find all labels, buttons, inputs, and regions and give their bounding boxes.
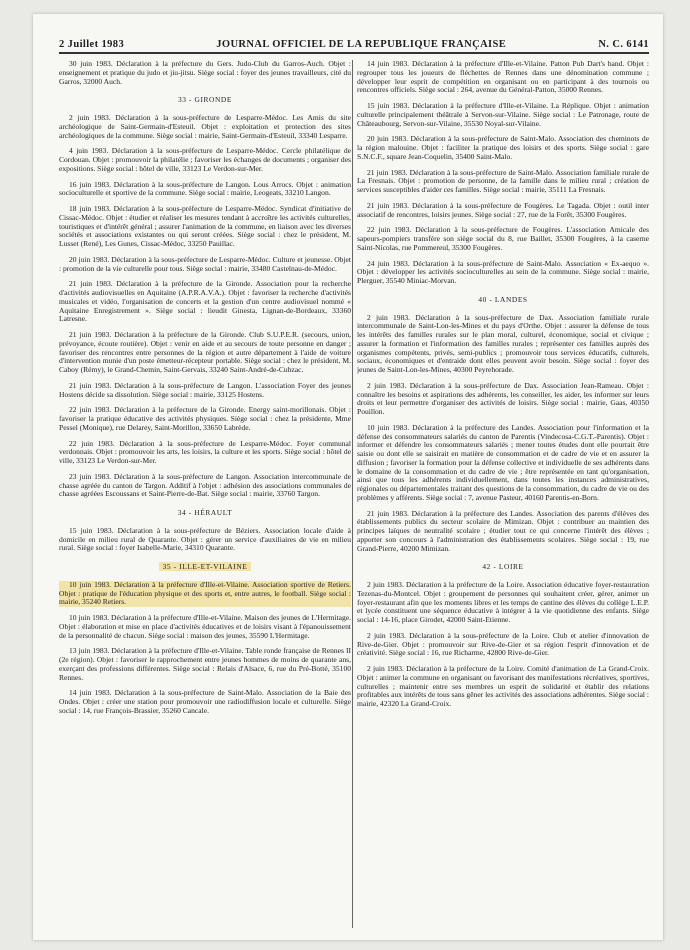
declaration-entry: 10 juin 1983. Déclaration à la préfecture d'Ille-et-Vilaine. Maison des jeunes de L'Hermitage. Objet : élaboration et mise en place d'activités éducatives et de loisirs visant à l'épanouissement de la personnalité de chacun. Siège social : maison des jeunes, 35590 L'Hermitage. (59, 613, 351, 640)
declaration-entry: 21 juin 1983. Déclaration à la sous-préfecture de Langon. L'association Foyer des jeunes Hostens décide sa dissolution. Siège social : mairie, 33125 Hostens. (59, 380, 351, 399)
declaration-entry: 2 juin 1983. Déclaration à la sous-préfecture de Lesparre-Médoc. Les Amis du site archéologique de Saint-Germain-d'Esteuil. Objet : exploitation et protection des sites archéologiques de la commune. Siège social : mairie, Saint-Germain-d'Esteuil, 33340 Lesparre. (59, 113, 351, 140)
declaration-entry: 2 juin 1983. Déclaration à la préfecture de la Loire. Comité d'animation de La Grand-Croix. Objet : animer la commune en organisant ou favorisant des manifestations récréatives, sportives, culturelles ; maintenir entre ses membres un esprit de solidarité et établir des relations profitables aux intérêts de tous sans gêner les activités des associations adhérentes. Siège social : mairie, 42320 La Grand-Croix. (357, 664, 649, 708)
declaration-entry: 30 juin 1983. Déclaration à la préfecture du Gers. Judo-Club du Garros-Auch. Objet : enseignement et pratique du judo et jiu-jitsu. Siège social : foyer des jeunes travailleurs, cité du Garros, 32000 Auch. (59, 60, 351, 86)
department-heading (59, 509, 351, 518)
department-heading (357, 296, 649, 305)
declaration-entry: 22 juin 1983. Déclaration à la sous-préfecture de Fougères. L'association Amicale des sapeurs-pompiers transfère son siège social du 8, rue Baillet, 35300 Fougères, à la caserne Saint-Nicolas, rue Pommereul, 35300 Fougères. (357, 225, 649, 252)
header-page-number: N. C. 6141 (598, 38, 649, 50)
department-heading-label: 35 - ILLE-ET-VILAINE (159, 562, 252, 571)
declaration-entry: 20 juin 1983. Déclaration à la sous-préfecture de Saint-Malo. Association des cheminots de la région malouine. Objet : faciliter la pratique des loisirs et des sports. Siège social : gare S.N.C.F., square Jean-Coquelin, 35400 Saint-Malo. (357, 134, 649, 161)
declaration-entry: 14 juin 1983. Déclaration à la sous-préfecture de Saint-Malo. Association de la Baie des Ondes. Objet : créer une station pour promouvoir une radiodiffusion locale et culturelle. Siège social : 14, rue François-Brassier, 35260 Cancale. (59, 688, 351, 715)
declaration-entry: 2 juin 1983. Déclaration à la préfecture de la Loire. Association éducative foyer-restauration Tezenas-du-Montcel. Objet : groupement de personnes qui souhaitent créer, gérer, animer un foyer-restaurant afin que les moments libres et les temps de cantine des élèves du collège L.E.P. et lycée constituent une séquence éducative à intégrer à la vie quotidienne des enfants. Siège social : 14-16, place Girodet, 42000 Saint-Etienne. (357, 580, 649, 624)
declaration-entry: 18 juin 1983. Déclaration à la sous-préfecture de Lesparre-Médoc. Syndicat d'initiative de Cissac-Médoc. Objet : étudier et réaliser les mesures tendant à accroître les activités culturelles, touristiques et d'intérêt général ; assurer l'animation de la commune, en liaison avec les diverses sociétés et associations existantes ou qui seront créées. Siège social : chez le président, M. Lusset (René), Les Gunes, Cissac-Médoc, 33250 Pauillac. (59, 204, 351, 248)
department-heading-label: 34 - HÉRAULT (177, 508, 233, 517)
column-divider (352, 60, 353, 928)
department-heading (357, 563, 649, 572)
department-heading-label: 33 - GIRONDE (177, 95, 232, 105)
declaration-entry: 15 juin 1983. Déclaration à la sous-préfecture de Béziers. Association locale d'aide à domicile en milieu rural de Quarante. Objet : gérer un service d'auxiliaires de vie en milieu rural. Siège social : foyer Isabelle-Marie, 34310 Quarante. (59, 525, 351, 553)
declaration-entry: 14 juin 1983. Déclaration à la préfecture d'Ille-et-Vilaine. Patton Pub Dart's band. Objet : regrouper tous les joueurs de fléchettes de Rennes dans une dénomination commune ; développer leur esprit de compétition en organisant ou en participant à des tournois ou rencontres officiels. Siège social : 264, avenue du Général-Patton, 35000 Rennes. (357, 60, 649, 95)
department-heading (59, 96, 351, 105)
page-header (59, 36, 649, 54)
left-column (59, 60, 351, 934)
declaration-entry: 2 juin 1983. Déclaration à la sous-préfecture de Dax. Association familiale rurale intercommunale de Saint-Lon-les-Mines et du pays d'Orthe. Objet : assurer la défense de tous les intérêts des familles rurales sur le plan moral, culturel, économique, social et civique ; assurer la formation et l'information des familles rurales ; représenter ces familles auprès des organismes compétents, privés, semi-publics ; promouvoir tous services éducatifs, culturels, sociaux, économiques et d'entraide dont elles peuvent avoir besoin. Siège social : foyer des jeunes de Saint-Lon-les-Mines, 40300 Peyrehorade. (357, 312, 649, 374)
declaration-entry: 15 juin 1983. Déclaration à la préfecture d'Ille-et-Vilaine. La Réplique. Objet : animation culturelle principalement théâtrale à Servon-sur-Vilaine. Siège social : Le Patronage, route de Châteaubourg, Servon-sur-Vilaine, 35530 Noyal-sur-Vilaine. (357, 101, 649, 128)
declaration-entry: 21 juin 1983. Déclaration à la préfecture de la Gironde. Club S.U.P.E.R. (secours, union, prévoyance, écoute routière). Objet : venir en aide et au secours de toute personne en danger ; favoriser des rencontres entre personnes de la région et autre département à l'aide de voiture d'intervention munie d'un poste émetteur-récepteur portable. Siège social : chez le président, M. Caboy (Rémy), le Grand-Chemin, Saint-Gervais, 33240 Saint-André-de-Cubzac. (59, 330, 351, 374)
header-title: JOURNAL OFFICIEL DE LA REPUBLIQUE FRANÇAISE (216, 38, 507, 50)
declaration-entry: 4 juin 1983. Déclaration à la sous-préfecture de Lesparre-Médoc. Cercle philatélique de Cordouan. Objet : promouvoir la philatélie ; favoriser les échanges de documents ; organiser des expositions. Siège social : hôtel de ville, 33123 Le Verdon-sur-Mer. (59, 146, 351, 173)
declaration-entry: 10 juin 1983. Déclaration à la préfecture d'Ille-et-Vilaine. Association sportive de Retiers. Objet : pratique de l'éducation physique et des sports et, entre autres, le football. Siège social : mairie, 35240 Retiers. (59, 579, 351, 607)
department-heading-label: 40 - LANDES (478, 294, 528, 304)
department-heading (59, 563, 351, 572)
declaration-entry: 21 juin 1983. Déclaration à la sous-préfecture de Fougères. Le Tagada. Objet : outil inter associatif de rencontres, loisirs jeunes. Siège social : 27, rue de la Forêt, 35300 Fougères. (357, 200, 649, 219)
declaration-entry: 20 juin 1983. Déclaration à la sous-préfecture de Lesparre-Médoc. Culture et jeunesse. Objet : promotion de la vie culturelle pour tous. Siège social : mairie, 33480 Castelnau-de-Médoc. (59, 254, 351, 273)
declaration-entry: 10 juin 1983. Déclaration à la préfecture des Landes. Association pour l'information et la défense des consommateurs salariés du canton de Parentis (Vindecosa-C.G.T.-Parentis). Objet : informer et défendre les consommateurs salariés ; mener toutes études dont elle pourrait être saisie ou dont elle se saisirait en matière de consommation et de cadre de vie et en assurer la diffusion ; favoriser la formation pour la défense collective et individuelle de ses adhérents dans le domaine de la consommation et du cadre de vie ; être représentée en tant qu'organisation, ainsi que tous les adhérents individuellement, dans toutes les instances administratives, régionales ou départementales traitant des questions de la consommation, du cadre de vie ou des problèmes y afférents. Siège social : 7, avenue Pasteur, 40160 Parentis-en-Born. (357, 422, 649, 502)
declaration-entry: 21 juin 1983. Déclaration à la préfecture des Landes. Association des parents d'élèves des établissements publics du secteur scolaire de Mimizan. Objet : contribuer au maintien des principes laïques de neutralité scolaire ; étudier tout ce qui concerne l'intérêt des élèves ; apporter son concours à l'administration des établissements scolaires. Siège social : 19, rue Grand-Pierre, 40200 Mimizan. (357, 508, 649, 553)
header-date: 2 Juillet 1983 (59, 38, 125, 50)
declaration-entry: 22 juin 1983. Déclaration à la préfecture de la Gironde. Energy saint-morillonais. Objet : favoriser la pratique éducative des activités physiques. Siège social : chez la présidente, Mme Pessel (Monique), rue Delarey, Saint-Morillon, 33650 Labrède. (59, 405, 351, 432)
declaration-entry: 21 juin 1983. Déclaration à la sous-préfecture de Saint-Malo. Association familiale rurale de La Fresnais. Objet : promotion de personne, de la famille dans le milieu rural ; création de services susceptibles d'aider ces familles. Siège social : mairie, 35111 La Fresnais. (357, 167, 649, 194)
journal-page (33, 14, 663, 940)
right-column (357, 60, 649, 934)
declaration-entry: 2 juin 1983. Déclaration à la sous-préfecture de Dax. Association Jean-Rameau. Objet : connaître les besoins et aspirations des adhérents, les conseiller, les aider, les informer sur leurs droits et leur permettre d'organiser des activités de loisirs. Siège social : mairie, Gaas, 40350 Pouillon. (357, 380, 649, 416)
declaration-entry: 22 juin 1983. Déclaration à la sous-préfecture de Lesparre-Médoc. Foyer communal verdonnais. Objet : promouvoir les arts, les loisirs, la culture et les sports. Siège social : hôtel de ville, 33123 Le Verdon-sur-Mer. (59, 438, 351, 465)
declaration-entry: 24 juin 1983. Déclaration à la sous-préfecture de Saint-Malo. Association « Ex-aequo ». Objet : développer les activités socioculturelles au sein de la commune. Siège social : mairie, Plerguer, 35540 Miniac-Morvan. (357, 258, 649, 285)
declaration-entry: 13 juin 1983. Déclaration à la préfecture d'Ille-et-Vilaine. Table ronde française de Rennes II (2e région). Objet : favoriser le rapprochement entre jeunes hommes de moins de quarante ans, exerçant des professions différentes. Siège social : Relais d'Alsace, 6, rue du Pré-Botté, 35100 Rennes. (59, 646, 351, 682)
declaration-entry: 2 juin 1983. Déclaration à la sous-préfecture de la Loire. Club et atelier d'innovation de Rive-de-Gier. Objet : promouvoir sur Rive-de-Gier et sa région l'esprit d'innovation et de créativité. Siège social : 16, rue Richarme, 42800 Rive-de-Gier. (357, 630, 649, 658)
declaration-entry: 16 juin 1983. Déclaration à la sous-préfecture de Langon. Lous Arrocs. Objet : animation socioculturelle et sportive de la commune. Siège social : mairie, Leogeats, 33210 Langon. (59, 179, 351, 198)
department-heading-label: 42 - LOIRE (482, 562, 524, 572)
declaration-entry: 23 juin 1983. Déclaration à la sous-préfecture de Langon. Association intercommunale de chasse agréée du canton de Targon. Additif à l'objet : adhésion des associations communales de chasse agréées Escoussans et Saint-Pierre-de-Bat. Siège social : mairie, 33760 Targon. (59, 471, 351, 499)
declaration-entry: 21 juin 1983. Déclaration à la préfecture de la Gironde. Association pour la recherche d'activités audiovisuelles en Aquitaine (A.P.R.A.V.A.). Objet : favoriser la recherche d'activités musicales et vidéo, l'organisation de concerts et la gestion d'un centre audiovisuel nommé « Aquitaine Enregistrement ». Siège social : lieudit Ginesta, Lignan-de-Bordeaux, 33360 Latresne. (59, 279, 351, 324)
